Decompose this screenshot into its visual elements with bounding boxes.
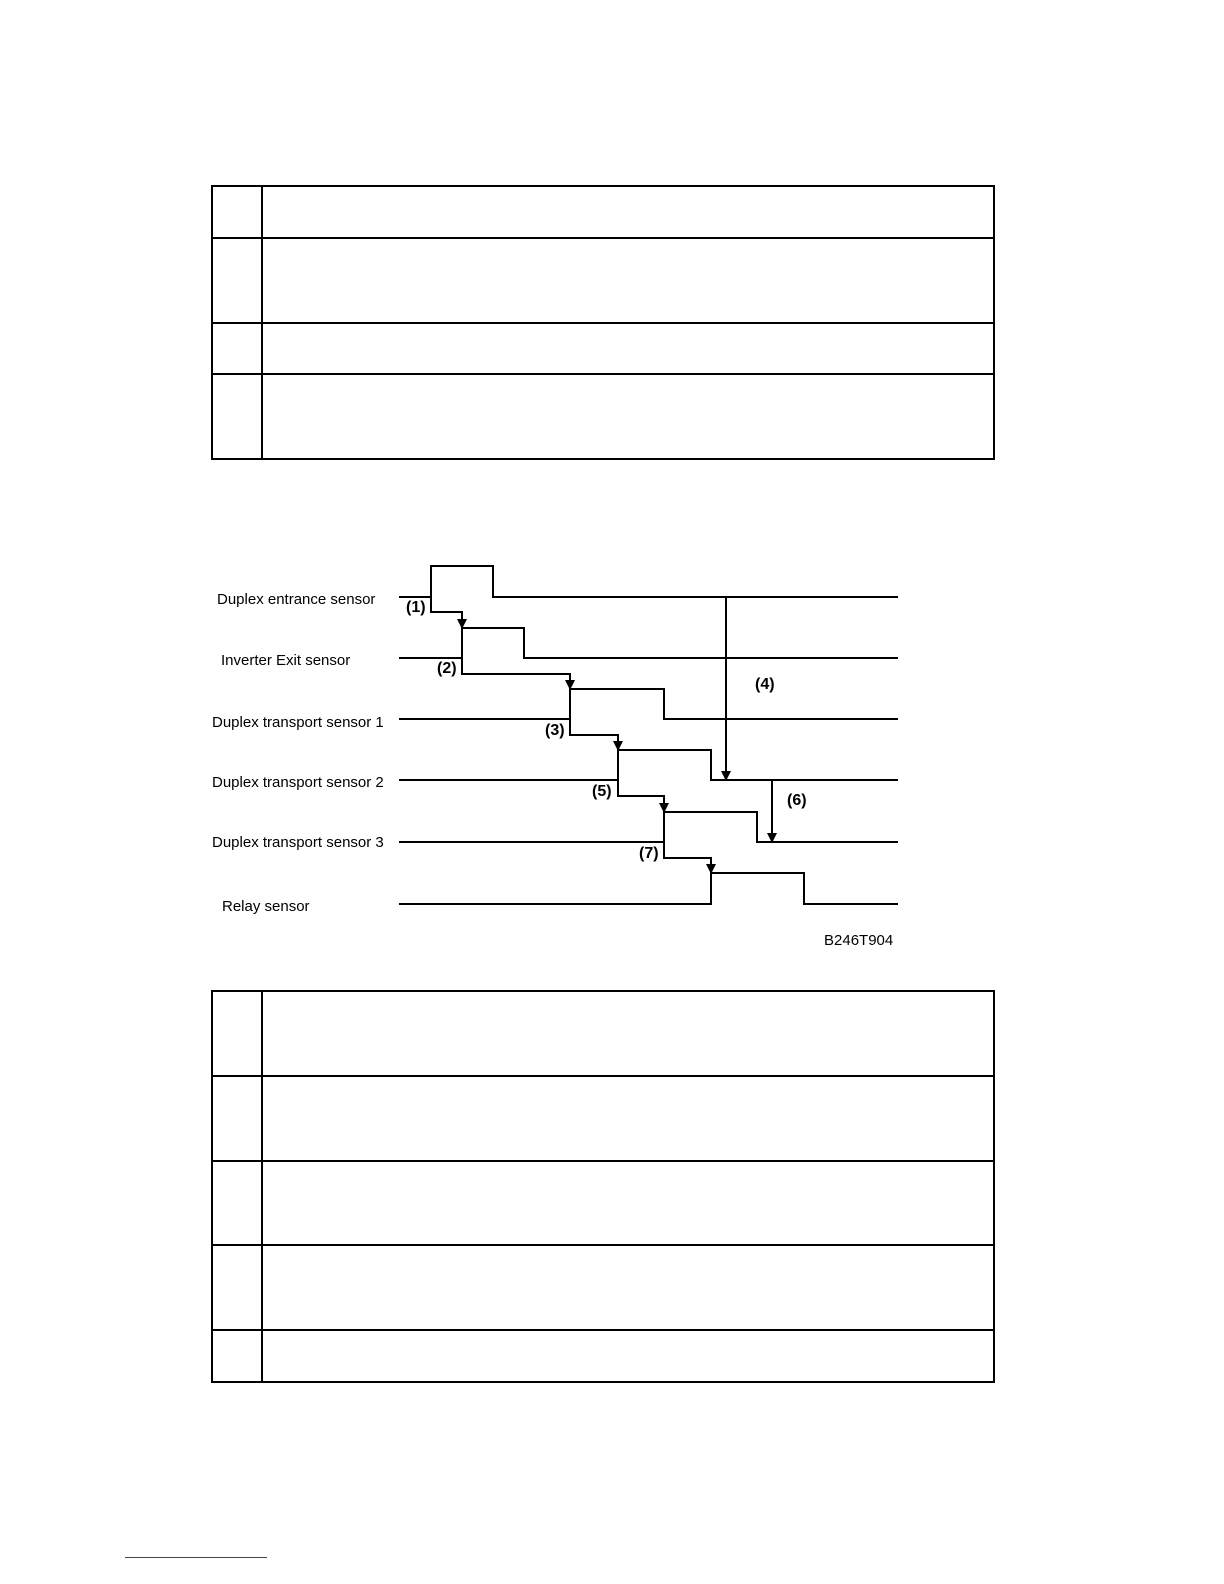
sensor-label-inverter-exit: Inverter Exit sensor <box>221 652 351 669</box>
signal-transport-2 <box>399 750 898 780</box>
timing-arrow-5 <box>618 780 664 812</box>
row-description-cell <box>262 323 994 374</box>
table-row <box>212 186 994 238</box>
row-number-cell <box>212 1330 262 1382</box>
sensor-label-duplex-entrance: Duplex entrance sensor <box>217 591 376 608</box>
table-row <box>212 1330 994 1382</box>
row-description-cell <box>262 1330 994 1382</box>
sensor-label-transport-1: Duplex transport sensor 1 <box>212 714 384 731</box>
row-number-cell <box>212 1076 262 1161</box>
jam-table-top <box>211 185 995 460</box>
signal-inverter-exit <box>399 628 898 658</box>
timing-arrow-3 <box>570 719 618 750</box>
sensor-label-relay: Relay sensor <box>222 898 310 915</box>
row-description-cell <box>262 1076 994 1161</box>
signal-duplex-entrance <box>399 566 898 597</box>
step-label-3: (3) <box>545 722 565 739</box>
signal-relay <box>399 873 898 904</box>
step-label-5: (5) <box>592 783 612 800</box>
sensor-label-transport-2: Duplex transport sensor 2 <box>212 774 384 791</box>
table-row <box>212 991 994 1076</box>
figure-id: B246T904 <box>824 932 894 949</box>
row-description-cell <box>262 238 994 323</box>
step-label-1: (1) <box>406 599 426 616</box>
step-label-7: (7) <box>639 845 659 862</box>
timing-diagram <box>0 540 1224 970</box>
row-description-cell <box>262 991 994 1076</box>
footer-rule <box>125 1557 267 1558</box>
row-description-cell <box>262 186 994 238</box>
row-description-cell <box>262 374 994 459</box>
timing-arrow-2 <box>462 658 570 689</box>
row-description-cell <box>262 1245 994 1330</box>
sensor-label-transport-3: Duplex transport sensor 3 <box>212 834 384 851</box>
table-row <box>212 323 994 374</box>
row-number-cell <box>212 1161 262 1245</box>
row-number-cell <box>212 238 262 323</box>
step-label-4: (4) <box>755 676 775 693</box>
step-label-6: (6) <box>787 792 807 809</box>
step-label-2: (2) <box>437 660 457 677</box>
row-number-cell <box>212 374 262 459</box>
table-row <box>212 1245 994 1330</box>
timing-arrow-7 <box>664 842 711 873</box>
jam-table-bottom <box>211 990 995 1383</box>
row-number-cell <box>212 991 262 1076</box>
row-number-cell <box>212 1245 262 1330</box>
table-row <box>212 1161 994 1245</box>
row-number-cell <box>212 323 262 374</box>
signal-transport-3 <box>399 812 898 842</box>
table-row <box>212 1076 994 1161</box>
timing-arrow-1 <box>431 597 462 628</box>
signal-transport-1 <box>399 689 898 719</box>
table-row <box>212 238 994 323</box>
row-number-cell <box>212 186 262 238</box>
table-row <box>212 374 994 459</box>
row-description-cell <box>262 1161 994 1245</box>
